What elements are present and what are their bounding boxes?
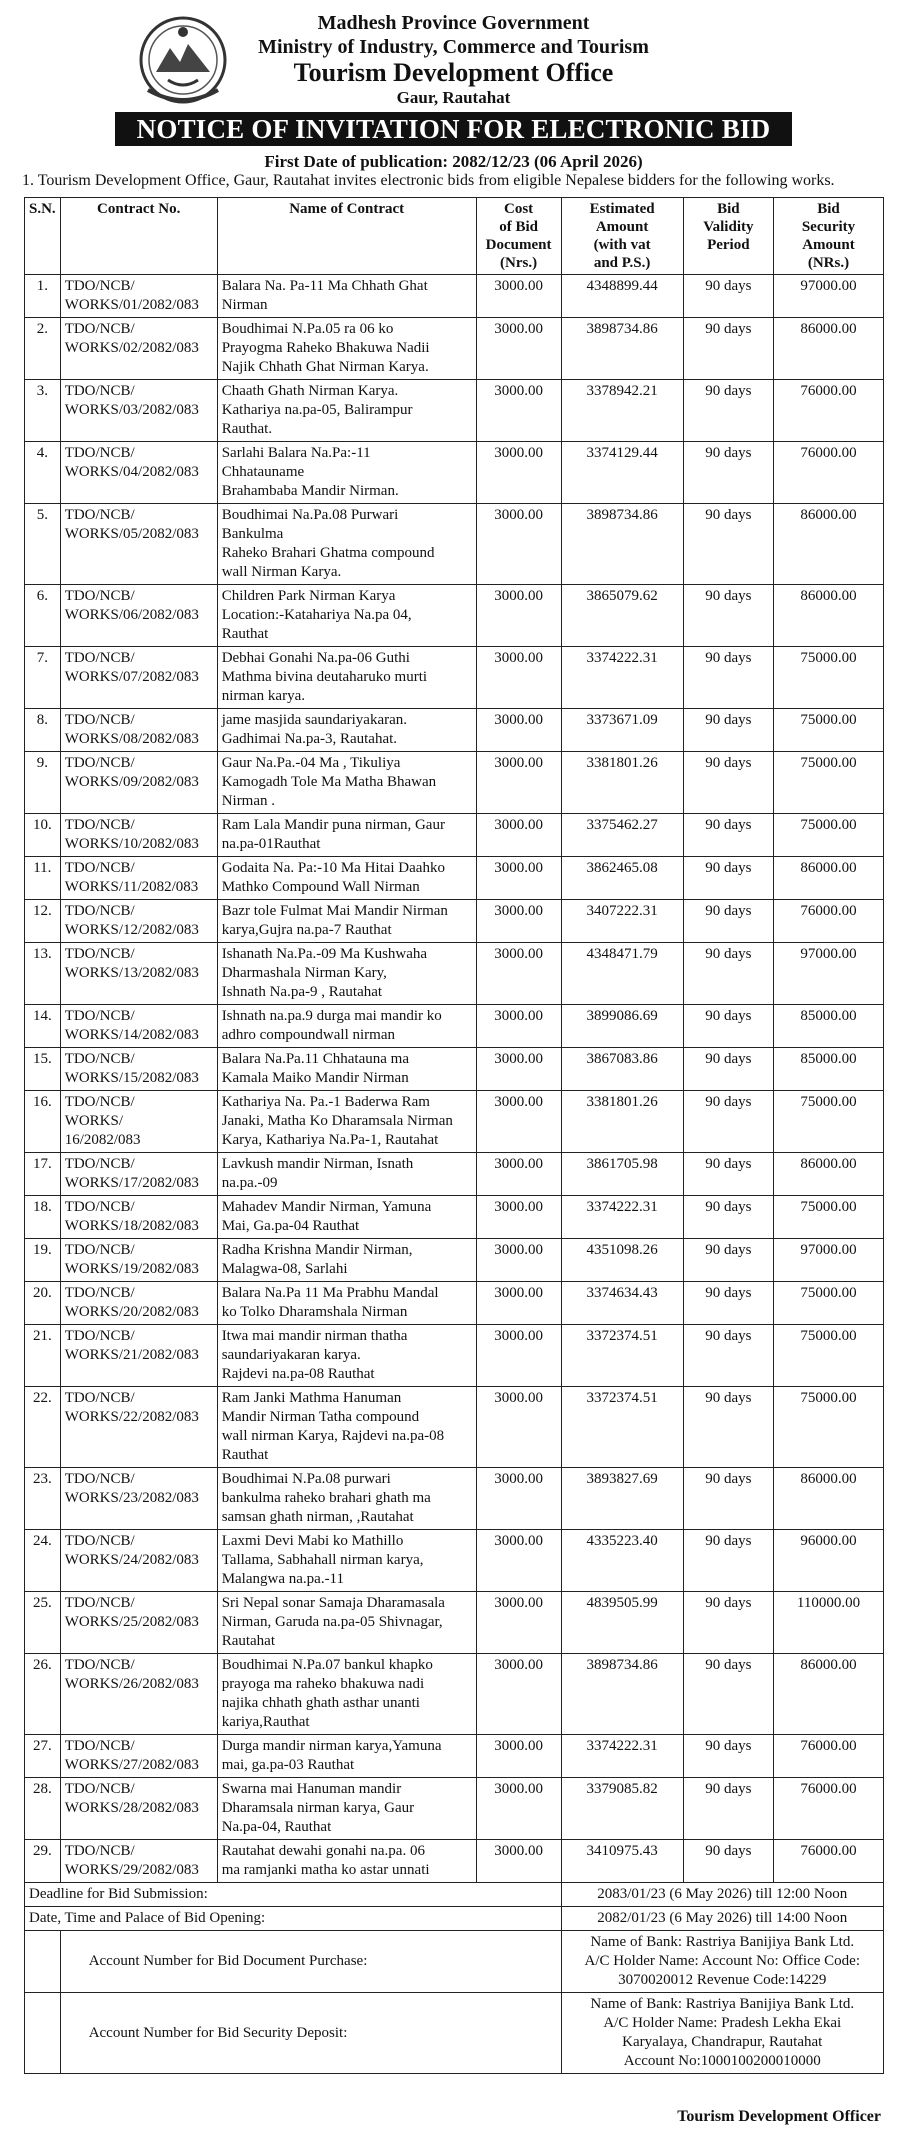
row-cost: 3000.00 [476, 900, 561, 943]
row-security: 86000.00 [773, 1153, 883, 1196]
bid-table [24, 197, 884, 2074]
row-estimated: 3373671.09 [561, 709, 683, 752]
account-doc-value: Name of Bank: Rastriya Banijiya Bank Ltd. A/C Holder Name: Account No: Office Code: 3070020012 Revenue Code:14229 [561, 1931, 884, 1993]
row-estimated: 3374222.31 [561, 1196, 683, 1239]
row-estimated: 3893827.69 [561, 1468, 683, 1530]
row-contract-no: TDO/NCB/ WORKS/21/2082/083 [60, 1325, 217, 1387]
row-estimated: 4348471.79 [561, 943, 683, 1005]
table-row [25, 1153, 884, 1196]
row-contract-name: jame masjida saundariyakaran. Gadhimai Na.pa-3, Rautahat. [217, 709, 476, 752]
row-cost: 3000.00 [476, 814, 561, 857]
row-cost: 3000.00 [476, 1282, 561, 1325]
row-sn: 22. [25, 1387, 61, 1468]
row-validity: 90 days [683, 647, 773, 709]
deadline-value: 2083/01/23 (6 May 2026) till 12:00 Noon [561, 1883, 884, 1907]
row-security: 75000.00 [773, 1196, 883, 1239]
row-contract-name: Ram Lala Mandir puna nirman, Gaur na.pa-01Rauthat [217, 814, 476, 857]
row-contract-no: TDO/NCB/ WORKS/10/2082/083 [60, 814, 217, 857]
row-estimated: 3374222.31 [561, 647, 683, 709]
row-validity: 90 days [683, 1735, 773, 1778]
row-cost: 3000.00 [476, 709, 561, 752]
row-contract-name: Swarna mai Hanuman mandir Dharamsala nirman karya, Gaur Na.pa-04, Rauthat [217, 1778, 476, 1840]
row-sn: 4. [25, 442, 61, 504]
row-sn: 7. [25, 647, 61, 709]
row-estimated: 3381801.26 [561, 1091, 683, 1153]
row-sn: 26. [25, 1654, 61, 1735]
row-contract-name: Balara Na.Pa.11 Chhatauna ma Kamala Maiko Mandir Nirman [217, 1048, 476, 1091]
row-sn: 6. [25, 585, 61, 647]
account-sec-label: Account Number for Bid Security Deposit: [60, 1993, 561, 2074]
row-cost: 3000.00 [476, 1468, 561, 1530]
row-contract-no: TDO/NCB/ WORKS/24/2082/083 [60, 1530, 217, 1592]
row-contract-name: Ishnath na.pa.9 durga mai mandir ko adhro compoundwall nirman [217, 1005, 476, 1048]
row-estimated: 3410975.43 [561, 1840, 683, 1883]
row-sn: 15. [25, 1048, 61, 1091]
row-contract-name: Itwa mai mandir nirman thatha saundariyakaran karya. Rajdevi na.pa-08 Rauthat [217, 1325, 476, 1387]
row-security: 75000.00 [773, 814, 883, 857]
bid-rows [25, 275, 884, 1883]
table-row [25, 504, 884, 585]
row-validity: 90 days [683, 814, 773, 857]
row-contract-no: TDO/NCB/ WORKS/08/2082/083 [60, 709, 217, 752]
row-contract-no: TDO/NCB/ WORKS/06/2082/083 [60, 585, 217, 647]
row-cost: 3000.00 [476, 943, 561, 1005]
row-security: 76000.00 [773, 1735, 883, 1778]
row-contract-no: TDO/NCB/ WORKS/13/2082/083 [60, 943, 217, 1005]
row-estimated: 4839505.99 [561, 1592, 683, 1654]
table-row [25, 900, 884, 943]
row-contract-name: Boudhimai N.Pa.07 bankul khapko prayoga ma raheko bhakuwa nadi najika chhath ghath asthar unanti kariya,Rauthat [217, 1654, 476, 1735]
row-validity: 90 days [683, 1468, 773, 1530]
table-row [25, 647, 884, 709]
row-cost: 3000.00 [476, 442, 561, 504]
row-contract-no: TDO/NCB/ WORKS/27/2082/083 [60, 1735, 217, 1778]
row-contract-name: Bazr tole Fulmat Mai Mandir Nirman karya,Gujra na.pa-7 Rauthat [217, 900, 476, 943]
row-contract-name: Durga mandir nirman karya,Yamuna mai, ga.pa-03 Rauthat [217, 1735, 476, 1778]
bid-footer [25, 1883, 884, 2074]
row-validity: 90 days [683, 318, 773, 380]
table-row [25, 1091, 884, 1153]
row-security: 85000.00 [773, 1048, 883, 1091]
row-estimated: 3862465.08 [561, 857, 683, 900]
row-contract-no: TDO/NCB/ WORKS/20/2082/083 [60, 1282, 217, 1325]
row-estimated: 3374634.43 [561, 1282, 683, 1325]
row-security: 110000.00 [773, 1592, 883, 1654]
row-cost: 3000.00 [476, 1840, 561, 1883]
row-validity: 90 days [683, 442, 773, 504]
row-security: 97000.00 [773, 275, 883, 318]
row-contract-no: TDO/NCB/ WORKS/17/2082/083 [60, 1153, 217, 1196]
office-location: Gaur, Rautahat [396, 88, 511, 107]
row-sn: 28. [25, 1778, 61, 1840]
row-contract-name: Balara Na. Pa-11 Ma Chhath Ghat Nirman [217, 275, 476, 318]
row-sn: 1. [25, 275, 61, 318]
table-row [25, 1530, 884, 1592]
table-row [25, 814, 884, 857]
row-contract-no: TDO/NCB/ WORKS/09/2082/083 [60, 752, 217, 814]
table-row [25, 1840, 884, 1883]
row-sn: 25. [25, 1592, 61, 1654]
row-contract-no: TDO/NCB/ WORKS/29/2082/083 [60, 1840, 217, 1883]
row-validity: 90 days [683, 1048, 773, 1091]
row-validity: 90 days [683, 380, 773, 442]
row-security: 76000.00 [773, 442, 883, 504]
opening-row [25, 1907, 884, 1931]
row-contract-name: Sarlahi Balara Na.Pa:-11 Chhatauname Brahambaba Mandir Nirman. [217, 442, 476, 504]
row-estimated: 3407222.31 [561, 900, 683, 943]
notice-header [0, 0, 907, 144]
row-contract-name: Ishanath Na.Pa.-09 Ma Kushwaha Dharmashala Nirman Kary, Ishnath Na.pa-9 , Rautahat [217, 943, 476, 1005]
row-security: 76000.00 [773, 1840, 883, 1883]
row-contract-name: Rautahat dewahi gonahi na.pa. 06 ma ramjanki matha ko astar unnati [217, 1840, 476, 1883]
row-sn: 17. [25, 1153, 61, 1196]
row-cost: 3000.00 [476, 1196, 561, 1239]
row-cost: 3000.00 [476, 380, 561, 442]
row-cost: 3000.00 [476, 1735, 561, 1778]
account-doc-label: Account Number for Bid Document Purchase: [60, 1931, 561, 1993]
row-security: 76000.00 [773, 1778, 883, 1840]
row-validity: 90 days [683, 1196, 773, 1239]
row-security: 75000.00 [773, 1091, 883, 1153]
row-security: 86000.00 [773, 1654, 883, 1735]
row-contract-no: TDO/NCB/ WORKS/05/2082/083 [60, 504, 217, 585]
account-sec-value: Name of Bank: Rastriya Banijiya Bank Ltd. A/C Holder Name: Pradesh Lekha Ekai Karyalaya, Chandrapur, Rautahat Account No:1000100200010000 [561, 1993, 884, 2074]
row-sn: 27. [25, 1735, 61, 1778]
row-validity: 90 days [683, 857, 773, 900]
row-contract-name: Radha Krishna Mandir Nirman, Malagwa-08, Sarlahi [217, 1239, 476, 1282]
row-cost: 3000.00 [476, 752, 561, 814]
row-contract-name: Ram Janki Mathma Hanuman Mandir Nirman Tatha compound wall nirman Karya, Rajdevi na.pa-08 Rauthat [217, 1387, 476, 1468]
table-header-row [25, 198, 884, 275]
row-contract-name: Balara Na.Pa 11 Ma Prabhu Mandal ko Tolko Dharamshala Nirman [217, 1282, 476, 1325]
row-estimated: 3374129.44 [561, 442, 683, 504]
header-estimated: Estimated Amount (with vat and P.S.) [561, 198, 683, 275]
table-row [25, 1592, 884, 1654]
row-cost: 3000.00 [476, 585, 561, 647]
row-contract-no: TDO/NCB/ WORKS/14/2082/083 [60, 1005, 217, 1048]
table-row [25, 1778, 884, 1840]
row-estimated: 3867083.86 [561, 1048, 683, 1091]
table-row [25, 709, 884, 752]
opening-label: Date, Time and Palace of Bid Opening: [25, 1907, 562, 1931]
row-validity: 90 days [683, 1239, 773, 1282]
deadline-label: Deadline for Bid Submission: [25, 1883, 562, 1907]
table-row [25, 1325, 884, 1387]
row-sn: 3. [25, 380, 61, 442]
row-contract-name: Mahadev Mandir Nirman, Yamuna Mai, Ga.pa-04 Rauthat [217, 1196, 476, 1239]
row-sn: 5. [25, 504, 61, 585]
row-validity: 90 days [683, 275, 773, 318]
row-security: 75000.00 [773, 709, 883, 752]
row-security: 97000.00 [773, 943, 883, 1005]
row-security: 75000.00 [773, 1282, 883, 1325]
row-contract-no: TDO/NCB/ WORKS/12/2082/083 [60, 900, 217, 943]
row-validity: 90 days [683, 585, 773, 647]
row-cost: 3000.00 [476, 504, 561, 585]
row-contract-no: TDO/NCB/ WORKS/19/2082/083 [60, 1239, 217, 1282]
row-cost: 3000.00 [476, 1239, 561, 1282]
row-cost: 3000.00 [476, 1005, 561, 1048]
row-validity: 90 days [683, 1005, 773, 1048]
intro-text: 1. Tourism Development Office, Gaur, Rautahat invites electronic bids from eligible Nepalese bidders for the following works. [22, 172, 835, 189]
row-estimated: 3861705.98 [561, 1153, 683, 1196]
table-row [25, 585, 884, 647]
row-cost: 3000.00 [476, 1530, 561, 1592]
row-contract-name: Gaur Na.Pa.-04 Ma , Tikuliya Kamogadh Tole Ma Matha Bhawan Nirman . [217, 752, 476, 814]
row-cost: 3000.00 [476, 1153, 561, 1196]
header-validity: Bid Validity Period [683, 198, 773, 275]
row-cost: 3000.00 [476, 318, 561, 380]
row-cost: 3000.00 [476, 857, 561, 900]
row-contract-name: Sri Nepal sonar Samaja Dharamasala Nirman, Garuda na.pa-05 Shivnagar, Rautahat [217, 1592, 476, 1654]
row-estimated: 4348899.44 [561, 275, 683, 318]
row-contract-no: TDO/NCB/ WORKS/26/2082/083 [60, 1654, 217, 1735]
row-security: 75000.00 [773, 1387, 883, 1468]
row-estimated: 3898734.86 [561, 1654, 683, 1735]
row-validity: 90 days [683, 1091, 773, 1153]
row-estimated: 3378942.21 [561, 380, 683, 442]
notice-title-banner: NOTICE OF INVITATION FOR ELECTRONIC BID [115, 112, 792, 146]
row-sn: 23. [25, 1468, 61, 1530]
row-contract-name: Godaita Na. Pa:-10 Ma Hitai Daahko Mathko Compound Wall Nirman [217, 857, 476, 900]
row-sn: 2. [25, 318, 61, 380]
row-security: 76000.00 [773, 380, 883, 442]
row-estimated: 3379085.82 [561, 1778, 683, 1840]
account-doc-row [25, 1931, 884, 1993]
row-sn: 19. [25, 1239, 61, 1282]
row-sn: 20. [25, 1282, 61, 1325]
table-row [25, 752, 884, 814]
table-row [25, 318, 884, 380]
row-contract-no: TDO/NCB/ WORKS/15/2082/083 [60, 1048, 217, 1091]
row-cost: 3000.00 [476, 647, 561, 709]
row-contract-name: Boudhimai N.Pa.08 purwari bankulma raheko brahari ghath ma samsan ghath nirman, ,Rautahat [217, 1468, 476, 1530]
row-sn: 13. [25, 943, 61, 1005]
header-contract-no: Contract No. [60, 198, 217, 275]
row-contract-name: Lavkush mandir Nirman, Isnath na.pa.-09 [217, 1153, 476, 1196]
row-contract-no: TDO/NCB/ WORKS/02/2082/083 [60, 318, 217, 380]
row-contract-no: TDO/NCB/ WORKS/07/2082/083 [60, 647, 217, 709]
row-cost: 3000.00 [476, 275, 561, 318]
row-estimated: 3375462.27 [561, 814, 683, 857]
table-row [25, 857, 884, 900]
row-validity: 90 days [683, 709, 773, 752]
row-security: 97000.00 [773, 1239, 883, 1282]
row-contract-name: Boudhimai Na.Pa.08 Purwari Bankulma Raheko Brahari Ghatma compound wall Nirman Karya. [217, 504, 476, 585]
row-contract-no: TDO/NCB/ WORKS/ 16/2082/083 [60, 1091, 217, 1153]
table-row [25, 1239, 884, 1282]
opening-value: 2082/01/23 (6 May 2026) till 14:00 Noon [561, 1907, 884, 1931]
government-name: Madhesh Province Government [317, 12, 590, 34]
row-sn: 14. [25, 1005, 61, 1048]
row-security: 85000.00 [773, 1005, 883, 1048]
table-row [25, 1196, 884, 1239]
row-validity: 90 days [683, 1153, 773, 1196]
row-validity: 90 days [683, 943, 773, 1005]
row-contract-name: Children Park Nirman Karya Location:-Katahariya Na.pa 04, Rauthat [217, 585, 476, 647]
row-cost: 3000.00 [476, 1778, 561, 1840]
table-row [25, 275, 884, 318]
row-contract-no: TDO/NCB/ WORKS/11/2082/083 [60, 857, 217, 900]
row-security: 75000.00 [773, 647, 883, 709]
table-row [25, 1282, 884, 1325]
account-sec-row [25, 1993, 884, 2074]
row-security: 75000.00 [773, 1325, 883, 1387]
table-row [25, 1005, 884, 1048]
row-validity: 90 days [683, 1282, 773, 1325]
publication-date: First Date of publication: 2082/12/23 (06 April 2026) [264, 152, 643, 171]
row-security: 75000.00 [773, 752, 883, 814]
row-security: 86000.00 [773, 318, 883, 380]
row-sn: 8. [25, 709, 61, 752]
row-contract-name: Boudhimai N.Pa.05 ra 06 ko Prayogma Raheko Bhakuwa Nadii Najik Chhath Ghat Nirman Karya. [217, 318, 476, 380]
row-validity: 90 days [683, 1530, 773, 1592]
row-security: 76000.00 [773, 900, 883, 943]
row-validity: 90 days [683, 1325, 773, 1387]
deadline-row [25, 1883, 884, 1907]
row-security: 86000.00 [773, 504, 883, 585]
row-cost: 3000.00 [476, 1091, 561, 1153]
row-estimated: 3374222.31 [561, 1735, 683, 1778]
row-sn: 10. [25, 814, 61, 857]
table-row [25, 1468, 884, 1530]
row-validity: 90 days [683, 1778, 773, 1840]
row-contract-no: TDO/NCB/ WORKS/22/2082/083 [60, 1387, 217, 1468]
row-contract-name: Kathariya Na. Pa.-1 Baderwa Ram Janaki, Matha Ko Dharamsala Nirman Karya, Kathariya Na.Pa-1, Rautahat [217, 1091, 476, 1153]
row-validity: 90 days [683, 504, 773, 585]
ministry-name: Ministry of Industry, Commerce and Tourism [258, 36, 649, 58]
row-estimated: 3899086.69 [561, 1005, 683, 1048]
row-contract-no: TDO/NCB/ WORKS/28/2082/083 [60, 1778, 217, 1840]
row-security: 96000.00 [773, 1530, 883, 1592]
table-row [25, 1654, 884, 1735]
row-sn: 29. [25, 1840, 61, 1883]
table-row [25, 380, 884, 442]
row-sn: 9. [25, 752, 61, 814]
row-sn: 16. [25, 1091, 61, 1153]
row-cost: 3000.00 [476, 1387, 561, 1468]
row-contract-name: Chaath Ghath Nirman Karya. Kathariya na.pa-05, Balirampur Rauthat. [217, 380, 476, 442]
header-cost: Cost of Bid Document (Nrs.) [476, 198, 561, 275]
row-estimated: 3372374.51 [561, 1387, 683, 1468]
row-cost: 3000.00 [476, 1654, 561, 1735]
row-estimated: 4335223.40 [561, 1530, 683, 1592]
row-contract-name: Debhai Gonahi Na.pa-06 Guthi Mathma bivina deutaharuko murti nirman karya. [217, 647, 476, 709]
row-estimated: 3898734.86 [561, 318, 683, 380]
row-cost: 3000.00 [476, 1592, 561, 1654]
row-estimated: 3372374.51 [561, 1325, 683, 1387]
row-estimated: 3865079.62 [561, 585, 683, 647]
row-contract-no: TDO/NCB/ WORKS/23/2082/083 [60, 1468, 217, 1530]
signature-title: Tourism Development Officer [677, 2108, 881, 2125]
row-cost: 3000.00 [476, 1325, 561, 1387]
row-cost: 3000.00 [476, 1048, 561, 1091]
header-name: Name of Contract [217, 198, 476, 275]
header-security: Bid Security Amount (NRs.) [773, 198, 883, 275]
row-estimated: 3381801.26 [561, 752, 683, 814]
row-sn: 24. [25, 1530, 61, 1592]
table-row [25, 1048, 884, 1091]
row-sn: 11. [25, 857, 61, 900]
row-contract-no: TDO/NCB/ WORKS/25/2082/083 [60, 1592, 217, 1654]
row-estimated: 4351098.26 [561, 1239, 683, 1282]
row-validity: 90 days [683, 1592, 773, 1654]
office-name: Tourism Development Office [293, 58, 614, 87]
table-row [25, 1387, 884, 1468]
row-validity: 90 days [683, 1654, 773, 1735]
row-security: 86000.00 [773, 585, 883, 647]
row-contract-no: TDO/NCB/ WORKS/04/2082/083 [60, 442, 217, 504]
row-security: 86000.00 [773, 857, 883, 900]
row-contract-no: TDO/NCB/ WORKS/03/2082/083 [60, 380, 217, 442]
row-validity: 90 days [683, 752, 773, 814]
row-contract-no: TDO/NCB/ WORKS/18/2082/083 [60, 1196, 217, 1239]
row-security: 86000.00 [773, 1468, 883, 1530]
table-row [25, 1735, 884, 1778]
row-sn: 21. [25, 1325, 61, 1387]
row-sn: 18. [25, 1196, 61, 1239]
header-sn: S.N. [25, 198, 61, 275]
row-validity: 90 days [683, 1840, 773, 1883]
row-contract-no: TDO/NCB/ WORKS/01/2082/083 [60, 275, 217, 318]
row-estimated: 3898734.86 [561, 504, 683, 585]
row-contract-name: Laxmi Devi Mabi ko Mathillo Tallama, Sabhahall nirman karya, Malangwa na.pa.-11 [217, 1530, 476, 1592]
row-validity: 90 days [683, 900, 773, 943]
row-validity: 90 days [683, 1387, 773, 1468]
row-sn: 12. [25, 900, 61, 943]
table-row [25, 943, 884, 1005]
table-row [25, 442, 884, 504]
